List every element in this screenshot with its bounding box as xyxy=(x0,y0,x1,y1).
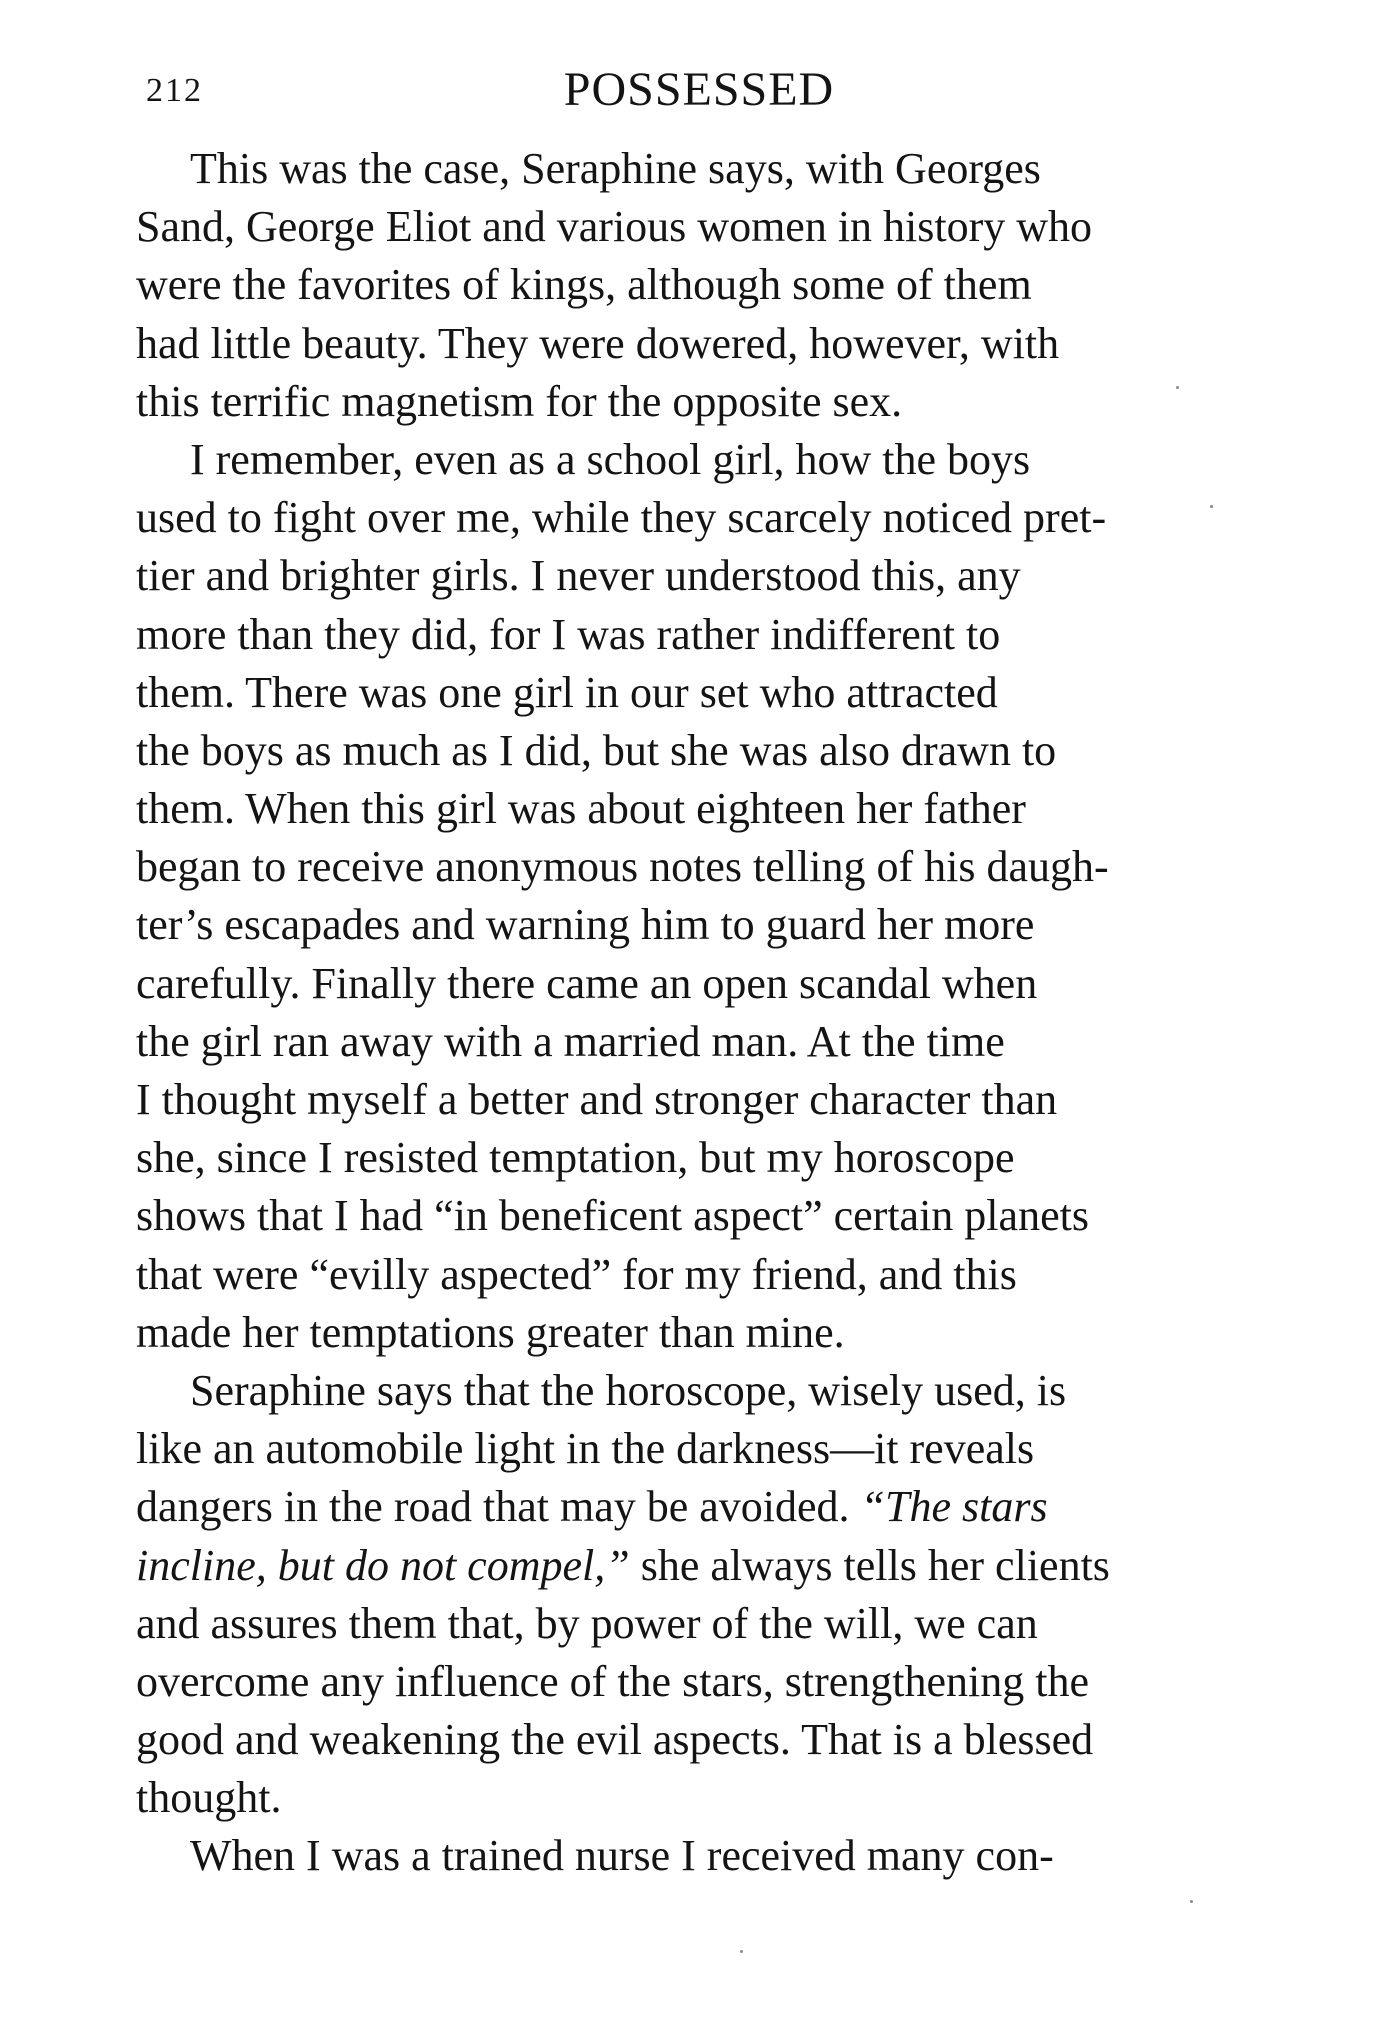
body-text xyxy=(136,140,1252,1886)
text-line xyxy=(136,431,1252,489)
line-text: used to fight over me, while they scarcely noticed pret- xyxy=(136,493,1107,543)
line-text: began to receive anonymous notes telling of his daugh- xyxy=(136,842,1109,892)
italic-quote: incline, but do not compel,” xyxy=(136,1540,630,1590)
line-text: the girl ran away with a married man. At the time xyxy=(136,1016,1005,1066)
text-line xyxy=(136,1827,1252,1885)
text-line xyxy=(136,1595,1252,1653)
text-line xyxy=(136,1420,1252,1478)
text-line xyxy=(136,722,1252,780)
text-line xyxy=(136,896,1252,954)
line-text: them. When this girl was about eighteen her father xyxy=(136,784,1026,834)
line-text: I remember, even as a school girl, how the boys xyxy=(190,434,1031,484)
line-text: were the favorites of kings, although some of them xyxy=(136,260,1032,310)
line-text: like an automobile light in the darkness—it reveals xyxy=(136,1424,1035,1474)
text-line xyxy=(136,838,1252,896)
text-line xyxy=(136,315,1252,373)
paper-speck xyxy=(1190,1900,1193,1903)
text-line xyxy=(136,1246,1252,1304)
text-line xyxy=(136,1769,1252,1827)
paper-speck xyxy=(1176,386,1179,389)
line-text: good and weakening the evil aspects. That is a blessed xyxy=(136,1715,1094,1765)
running-head: POSSESSED xyxy=(563,63,835,116)
text-line xyxy=(136,1711,1252,1769)
line-text: shows that I had “in beneficent aspect” certain planets xyxy=(136,1191,1089,1241)
line-text: them. There was one girl in our set who attracted xyxy=(136,667,998,717)
text-line xyxy=(136,1478,1252,1536)
line-text: ter’s escapades and warning him to guard her more xyxy=(136,900,1035,950)
line-text: carefully. Finally there came an open scandal when xyxy=(136,958,1038,1008)
line-text: made her temptations greater than mine. xyxy=(136,1307,845,1357)
text-line xyxy=(136,140,1252,198)
text-line xyxy=(136,489,1252,547)
text-line xyxy=(136,1187,1252,1245)
page-header xyxy=(146,62,1252,122)
line-text: this terrific magnetism for the opposite sex. xyxy=(136,376,903,426)
page-number: 212 xyxy=(146,72,203,109)
line-text: and assures them that, by power of the will, we can xyxy=(136,1598,1038,1648)
text-line xyxy=(136,1071,1252,1129)
text-line xyxy=(136,955,1252,1013)
line-text: Sand, George Eliot and various women in history who xyxy=(136,202,1093,252)
line-text: This was the case, Seraphine says, with Georges xyxy=(190,144,1041,193)
paper-speck xyxy=(740,1950,743,1953)
line-text: had little beauty. They were dowered, however, with xyxy=(136,318,1060,368)
line-text: I thought myself a better and stronger character than xyxy=(136,1075,1058,1124)
line-text: dangers in the road that may be avoided. xyxy=(136,1482,850,1532)
text-line xyxy=(136,198,1252,256)
text-line xyxy=(136,1653,1252,1711)
line-text: she, since I resisted temptation, but my horoscope xyxy=(136,1133,1015,1183)
text-line xyxy=(136,606,1252,664)
paper-speck xyxy=(1210,505,1213,508)
text-line xyxy=(136,1537,1252,1595)
text-line xyxy=(136,1304,1252,1362)
text-line xyxy=(136,547,1252,605)
line-text: more than they did, for I was rather indifferent to xyxy=(136,609,1001,659)
line-text: she always tells her clients xyxy=(640,1540,1110,1590)
line-text: the boys as much as I did, but she was also drawn to xyxy=(136,725,1057,775)
line-text: overcome any influence of the stars, strengthening the xyxy=(136,1656,1090,1706)
text-line xyxy=(136,1129,1252,1187)
line-text: When I was a trained nurse I received many con- xyxy=(190,1831,1054,1881)
line-text: tier and brighter girls. I never understood this, any xyxy=(136,551,1021,601)
text-line xyxy=(136,664,1252,722)
text-line xyxy=(136,1013,1252,1071)
text-line xyxy=(136,373,1252,431)
italic-quote: “The stars xyxy=(860,1482,1048,1532)
text-line xyxy=(136,780,1252,838)
line-text: that were “evilly aspected” for my friend, and this xyxy=(136,1249,1017,1299)
line-text: thought. xyxy=(136,1773,282,1823)
line-text: Seraphine says that the horoscope, wisely used, is xyxy=(190,1365,1067,1415)
text-line xyxy=(136,256,1252,314)
text-line xyxy=(136,1362,1252,1420)
